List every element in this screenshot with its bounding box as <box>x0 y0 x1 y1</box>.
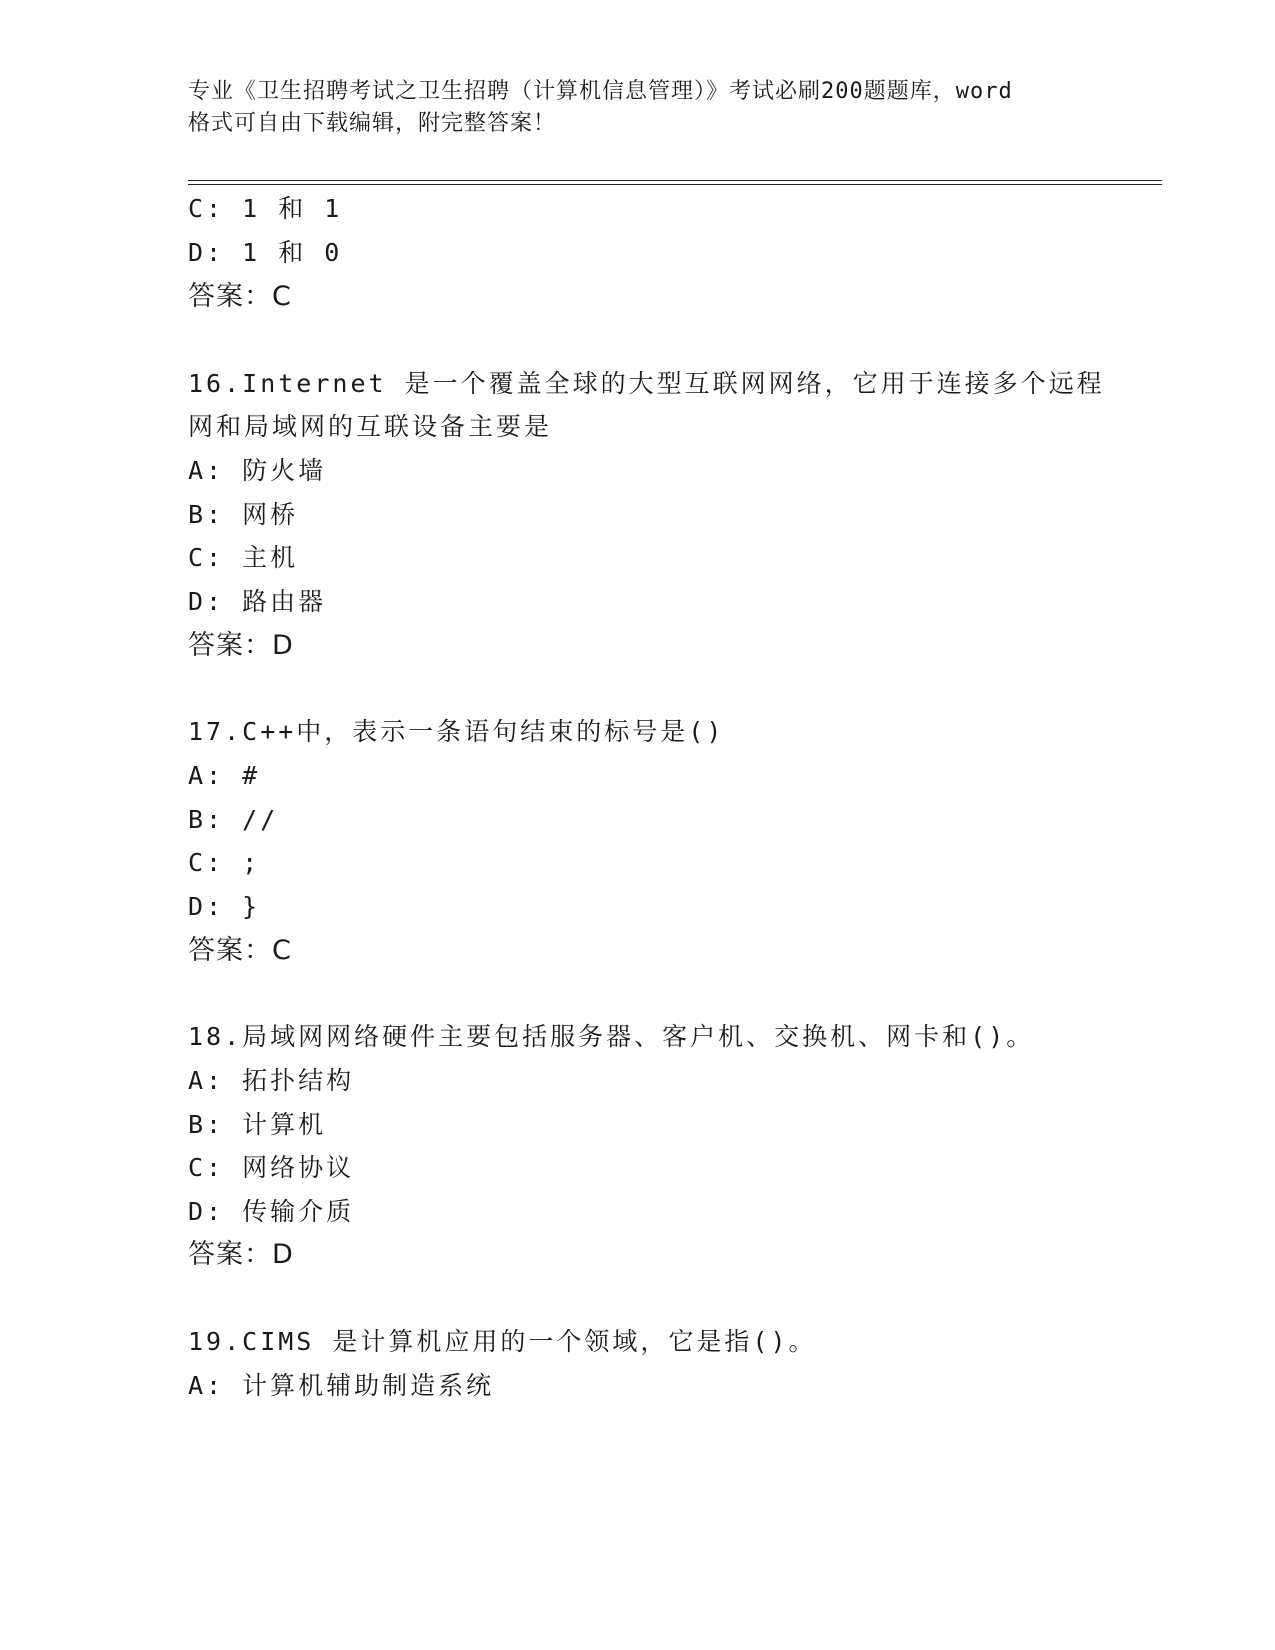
document-header <box>188 76 1108 140</box>
q19-stem: 19.CIMS 是计算机应用的一个领域，它是指()。 <box>188 1327 817 1356</box>
q16-stem-line-2: 网和局域网的互联设备主要是 <box>188 412 553 441</box>
q15-answer: 答案：C <box>188 281 292 312</box>
header-line-1: 专业《卫生招聘考试之卫生招聘（计算机信息管理）》考试必刷200题题库，word <box>188 79 1013 104</box>
q18-option-d: D: 传输介质 <box>188 1197 355 1226</box>
q18-option-c: C: 网络协议 <box>188 1153 355 1182</box>
q18-option-a: A: 拓扑结构 <box>188 1066 355 1095</box>
q16-option-c: C: 主机 <box>188 543 299 572</box>
q17-option-a: A: # <box>188 761 261 790</box>
q17-stem: 17.C++中，表示一条语句结束的标号是() <box>188 717 725 746</box>
q17-option-c: C: ; <box>188 848 261 877</box>
q18-answer: 答案：D <box>188 1239 294 1270</box>
q15-option-c: C: 1 和 1 <box>188 194 343 223</box>
q16-stem-line-1: 16.Internet 是一个覆盖全球的大型互联网网络，它用于连接多个远程 <box>188 369 1105 398</box>
q16-option-d: D: 路由器 <box>188 587 327 616</box>
q16-answer: 答案：D <box>188 630 294 661</box>
q15-option-d: D: 1 和 0 <box>188 238 343 267</box>
q18-stem: 18.局域网网络硬件主要包括服务器、客户机、交换机、网卡和()。 <box>188 1022 1035 1051</box>
header-divider-top <box>188 180 1162 181</box>
q16-option-a: A: 防火墙 <box>188 456 327 485</box>
q17-answer: 答案：C <box>188 935 292 966</box>
q19-option-a: A: 计算机辅助制造系统 <box>188 1371 495 1400</box>
q17-option-b: B: // <box>188 805 279 834</box>
header-line-2: 格式可自由下载编辑，附完整答案！ <box>188 111 557 136</box>
q16-option-b: B: 网桥 <box>188 500 299 529</box>
q18-option-b: B: 计算机 <box>188 1110 327 1139</box>
header-divider-bottom <box>188 184 1162 185</box>
q17-option-d: D: } <box>188 892 261 921</box>
